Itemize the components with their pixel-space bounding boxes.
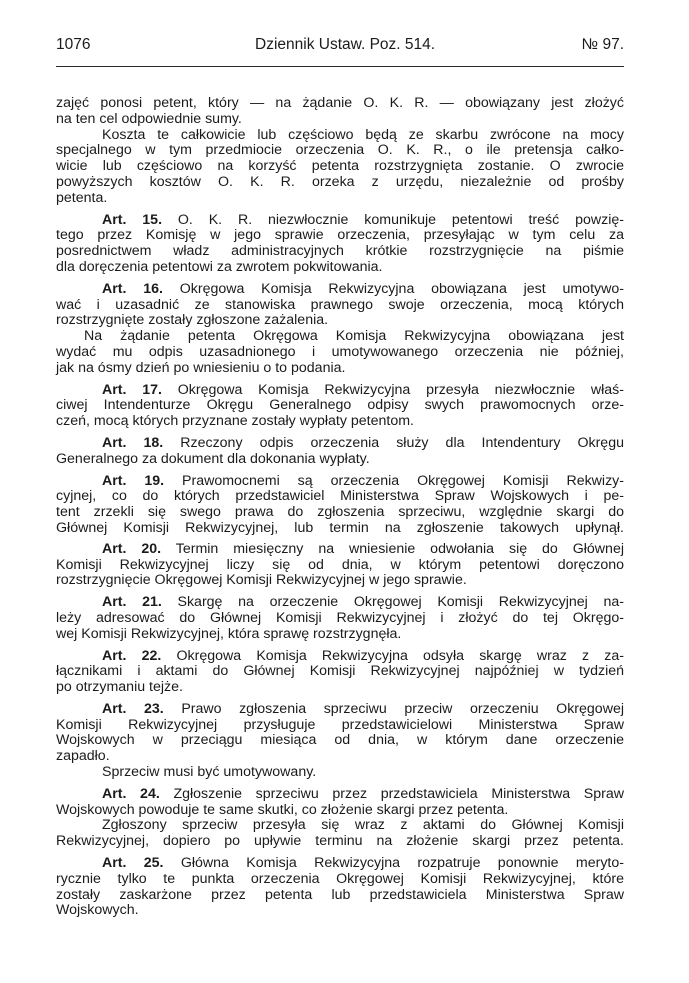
text-line: wydać mu odpis uzasadnionego i umotywowanego orzeczenia nie później, bbox=[56, 343, 624, 360]
text-line: rozstrzygnięte zostały zgłoszone zażalenia. bbox=[56, 312, 329, 329]
article-label: Art. 21. bbox=[102, 594, 162, 611]
text-line: Głównej Komisji Rekwizycyjnej, lub termin na zgłoszenie takowych upłynął. bbox=[56, 519, 624, 536]
text-line: Na żądanie petenta Okręgowa Komisja Rekwizycyjna obowiązana jest bbox=[84, 328, 624, 345]
text-line: Komisji Rekwizycyjnej przysługuje przedstawicielowi Ministerstwa Spraw bbox=[56, 716, 624, 733]
text-line: rycznie tylko te punkta orzeczenia Okręgowej Komisji Rekwizycyjnej, które bbox=[56, 870, 624, 887]
text-line: tent zrzekli się swego prawa do zgłoszenia sprzeciwu, względnie skargi do bbox=[56, 504, 624, 521]
page-header bbox=[56, 36, 624, 62]
text-line: na ten cel odpowiednie sumy. bbox=[56, 110, 242, 127]
text-line: Generalnego za dokument dla dokonania wypłaty. bbox=[56, 450, 370, 467]
text-line bbox=[56, 282, 624, 298]
article-16 bbox=[56, 282, 624, 329]
text-line: tego przez Komisję w jego sprawie orzeczenia, przesyłając w tym celu za bbox=[56, 227, 624, 244]
text-line: zapadło. bbox=[56, 748, 110, 765]
article-18 bbox=[56, 436, 624, 468]
article-23 bbox=[56, 702, 624, 765]
text-line bbox=[56, 595, 624, 611]
text-line: Główna Komisja Rekwizycyjna rozpatruje ponownie meryto- bbox=[180, 855, 624, 872]
article-20 bbox=[56, 542, 624, 589]
document-body bbox=[56, 96, 624, 919]
text-line: Prawomocnemi są orzeczenia Okręgowej Komisji Rekwizy- bbox=[182, 472, 624, 489]
text-line: Wojskowych powoduje te same skutki, co złożenie skargi przez petenta. bbox=[56, 801, 509, 818]
text-line: wicie lub częściowo na korzyść petenta rozstrzygnięta zostanie. O zwrocie bbox=[56, 158, 624, 175]
text-line: Wojskowych w przeciągu miesiąca od dnia, w którym dane orzeczenie bbox=[56, 732, 624, 749]
text-line: Rzeczony odpis orzeczenia służy dla Intendentury Okręgu bbox=[180, 434, 624, 451]
article-label: Art. 17. bbox=[102, 381, 162, 398]
article-15 bbox=[56, 213, 624, 276]
header-rule bbox=[56, 66, 624, 67]
article-label: Art. 25. bbox=[102, 855, 164, 872]
text-line bbox=[56, 649, 624, 665]
text-line: Komisji Rekwizycyjnej liczy się od dnia, w którym petentowi doręczono bbox=[56, 556, 624, 573]
text-line: Okręgowa Komisja Rekwizycyjna odsyła skargę wraz z za- bbox=[176, 647, 625, 664]
text-line: Koszta te całkowicie lub częściowo będą ze skarbu zwrócone na mocy bbox=[102, 126, 624, 143]
text-line bbox=[56, 542, 624, 558]
text-line: po otrzymaniu tejże. bbox=[56, 679, 183, 696]
text-line bbox=[56, 474, 624, 490]
text-line: jak na ósmy dzień po wniesieniu o to podania. bbox=[56, 359, 346, 376]
paragraph-costs bbox=[56, 128, 624, 207]
text-line: dla doręczenia petentowi za zwrotem pokwitowania. bbox=[56, 258, 383, 275]
issue-number: № 97. bbox=[581, 36, 624, 53]
article-label: Art. 24. bbox=[102, 785, 160, 802]
text-line: leży adresować do Głównej Komisji Rekwizycyjnej i złożyć do tej Okręgo- bbox=[56, 609, 624, 626]
page-number: 1076 bbox=[56, 36, 91, 53]
text-line: Wojskowych. bbox=[56, 902, 139, 919]
article-label: Art. 15. bbox=[102, 211, 163, 228]
text-line: Zgłoszenie sprzeciwu przez przedstawiciela Ministerstwa Spraw bbox=[173, 785, 624, 802]
text-line: powyższych kosztów O. K. R. orzeka z urzędu, niezależnie od prośby bbox=[56, 173, 624, 190]
text-line: posrednictwem władz administracyjnych krótkie rozstrzygnięcie na piśmie bbox=[56, 243, 624, 260]
text-line: łącznikami i aktami do Głównej Komisji Rekwizycyjnej najpóźniej w tydzień bbox=[56, 663, 624, 680]
text-line: O. K. R. niezwłocznie komunikuje petentowi treść powzię- bbox=[177, 211, 624, 228]
article-17 bbox=[56, 383, 624, 430]
text-line: ciwej Intendenturze Okręgu Generalnego odpisy swych prawomocnych orze- bbox=[56, 397, 624, 414]
text-line: Prawo zgłoszenia sprzeciwu przeciw orzeczeniu Okręgowej bbox=[181, 700, 624, 717]
article-label: Art. 19. bbox=[102, 472, 165, 489]
text-line: zostały zaskarżone przez petenta lub przedstawiciela Ministerstwa Spraw bbox=[56, 886, 624, 903]
text-line bbox=[56, 856, 624, 872]
article-25 bbox=[56, 856, 624, 919]
text-line: Okręgowa Komisja Rekwizycyjna obowiązana jest umotywo- bbox=[179, 280, 624, 297]
article-label: Art. 20. bbox=[102, 540, 162, 557]
text-line bbox=[56, 213, 624, 229]
text-line: Sprzeciw musi być umotywowany. bbox=[102, 764, 317, 781]
article-19 bbox=[56, 474, 624, 537]
article-label: Art. 18. bbox=[102, 434, 164, 451]
article-22 bbox=[56, 649, 624, 696]
paragraph-continuation bbox=[56, 96, 624, 128]
text-line: Skargę na orzeczenie Okręgowej Komisji Rekwizycyjnej na- bbox=[177, 594, 624, 611]
text-line: wej Komisji Rekwizycyjnej, która sprawę rozstrzygnęła. bbox=[56, 625, 402, 642]
article-16-second-paragraph bbox=[56, 329, 624, 376]
article-24-second-paragraph bbox=[56, 818, 624, 850]
article-24 bbox=[56, 787, 624, 819]
journal-title: Dziennik Ustaw. Poz. 514. bbox=[255, 36, 436, 53]
text-line: Okręgowa Komisja Rekwizycyjna przesyła niezwłocznie właś- bbox=[177, 381, 624, 398]
article-21 bbox=[56, 595, 624, 642]
text-line bbox=[56, 787, 624, 803]
text-line: rozstrzygnięcie Okręgowej Komisji Rekwizycyjnej w jego sprawie. bbox=[56, 572, 467, 589]
text-line: specjalnego w tym przedmiocie orzeczenia O. K. R., o ile pretensja całko- bbox=[56, 142, 624, 159]
text-line bbox=[56, 436, 624, 452]
text-line bbox=[56, 702, 624, 718]
text-line: Termin miesięczny na wniesienie odwołania się do Głównej bbox=[175, 540, 624, 557]
text-line: zajęć ponosi petent, który — na żądanie O. K. R. — obowiązany jest złożyć bbox=[56, 95, 624, 111]
article-23-second-paragraph bbox=[56, 765, 624, 781]
text-line: Rekwizycyjnej, dopiero po upływie terminu na złożenie skargi przez petenta. bbox=[56, 833, 624, 850]
article-label: Art. 23. bbox=[102, 700, 164, 717]
text-line: Zgłoszony sprzeciw przesyła się wraz z aktami do Głównej Komisji bbox=[102, 817, 624, 834]
text-line: wać i uzasadnić ze stanowiska prawnego swoje orzeczenia, mocą których bbox=[56, 296, 624, 313]
text-line: cyjnej, co do których przedstawiciel Ministerstwa Spraw Wojskowych i pe- bbox=[56, 488, 624, 505]
article-label: Art. 22. bbox=[102, 647, 162, 664]
article-label: Art. 16. bbox=[102, 280, 163, 297]
text-line bbox=[56, 383, 624, 399]
text-line: petenta. bbox=[56, 189, 108, 206]
text-line: czeń, mocą których przyznane zostały wypłaty petentom. bbox=[56, 413, 414, 430]
